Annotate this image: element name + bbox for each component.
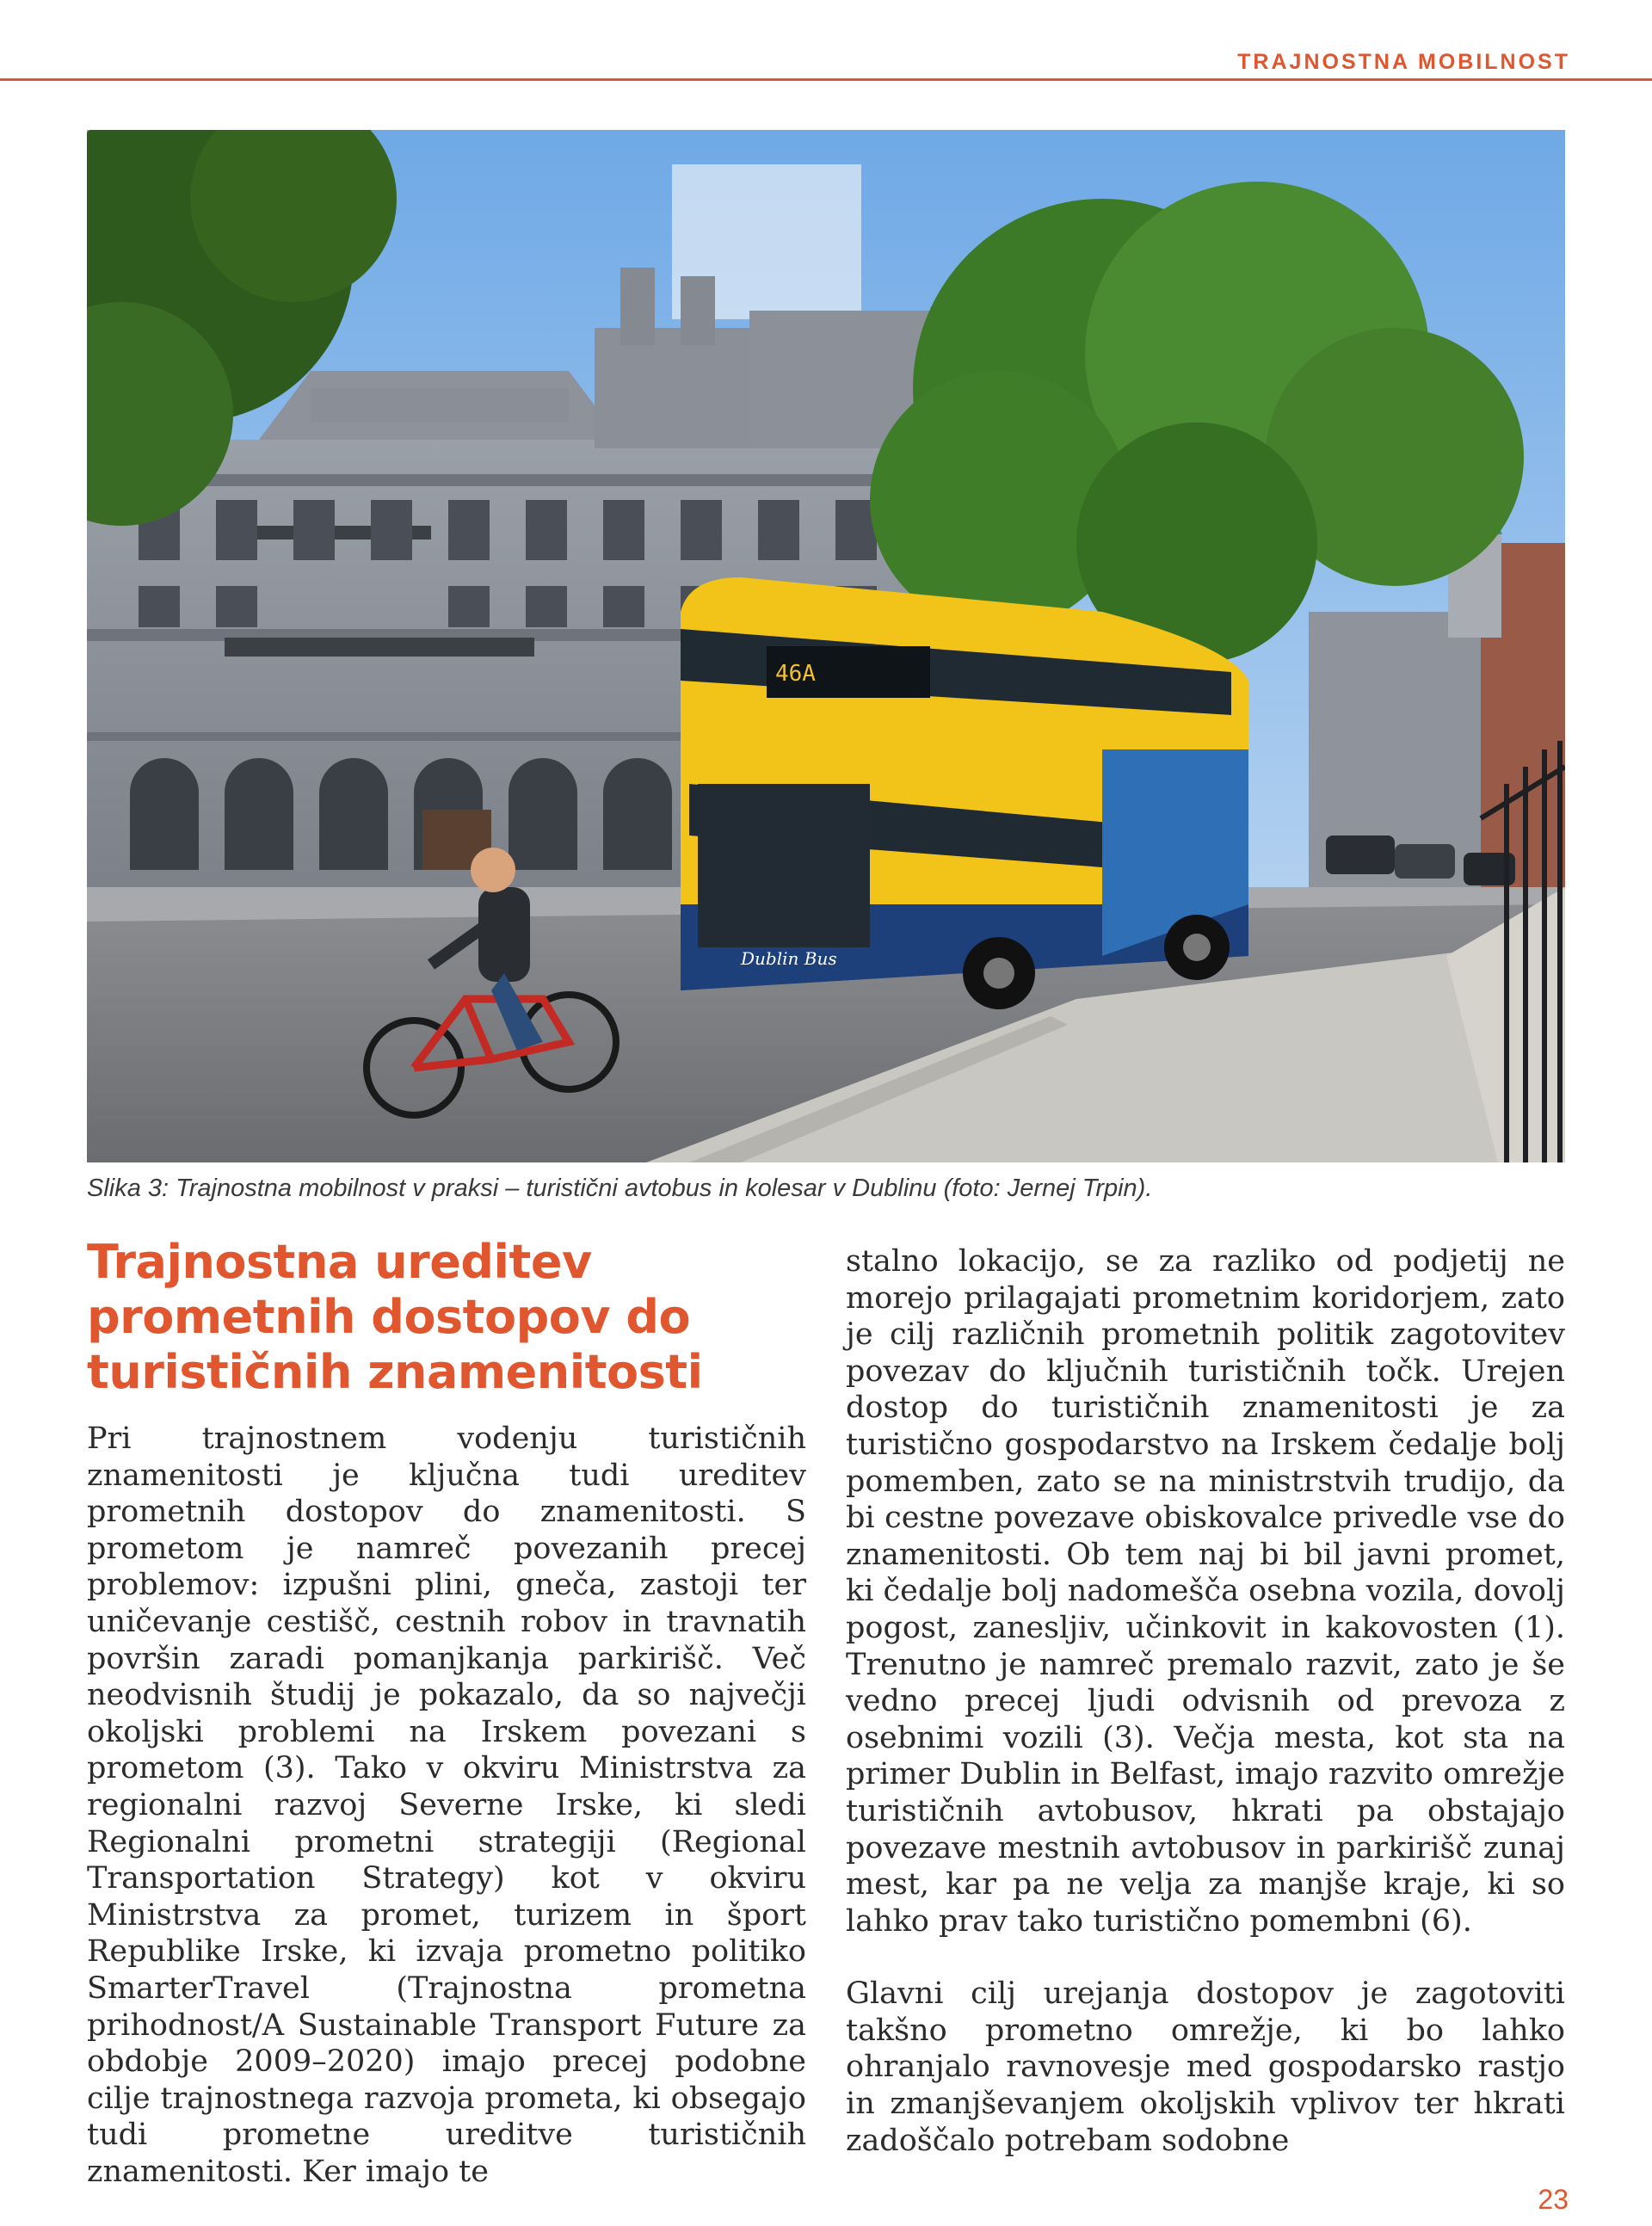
body-paragraph: stalno lokacijo, se za razliko od podjetij ne morejo prilagajati prometnim koridorjem, zato je cilj različnih prometnih politik zagotovitev povezav do ključnih turističnih točk. Urejen dostop do turističnih znamenitosti je za turistično gospodarstvo na Irskem čedalje bolj pomemben, zato se na ministrstvih trudijo, da bi cestne povezave obiskovalce privedle vse do znamenitosti. Ob tem naj bi bil javni promet, ki čedalje bolj nadomešča osebna vozila, dovolj pogost, zanesljiv, učinkovit in kakovosten (1). Trenutno je namreč premalo razvit, zato je še vedno precej ljudi odvisnih od prevoza z osebnimi vozili (3). Večja mesta, kot sta na primer Dublin in Belfast, imajo razvito omrežje turističnih avtobusov, hkrati pa obstajajo povezave mestnih avtobusov in parkirišč zunaj mest, kar pa ne velja za manjše kraje, ki so lahko prav tako turistično pomembni (6).	[846, 1244, 1565, 1939]
bus-destination-sign: 46A	[775, 661, 816, 687]
figure-caption: Slika 3: Trajnostna mobilnost v praksi – turistični avtobus in kolesar v Dublinu (foto: Jernej Trpin).	[87, 1175, 1153, 1202]
article-title: Trajnostna ureditev prometnih dostopov do turističnih znamenitosti	[87, 1235, 703, 1399]
body-paragraph: Pri trajnostnem vodenju turističnih znamenitosti je ključna tudi ureditev prometnih dostopov do znamenitosti. S prometom je namreč povezanih precej problemov: izpušni plini, gneča, zastoji ter uničevanje cestišč, cestnih robov in travnatih površin zaradi pomanjkanja parkirišč. Več neodvisnih študij je pokazalo, da so največji okoljski problemi na Irskem povezani s prometom (3). Tako v okviru Ministrstva za regionalni razvoj Severne Irske, ki sledi Regionalni prometni strategiji (Regional Transportation Strategy) kot v okviru Ministrstva za promet, turizem in šport Republike Irske, ki izvaja prometno politiko SmarterTravel (Trajnostna prometna prihodnost/A Sustainable Transport Future za obdobje 2009–2020) imajo precej podobne cilje trajnostnega razvoja prometa, ki obsegajo tudi prometne ureditve turističnih znamenitosti. Ker imajo te	[87, 1421, 806, 2189]
page-number: 23	[1538, 2184, 1569, 2215]
body-paragraph: Glavni cilj urejanja dostopov je zagotoviti takšno prometno omrežje, ki bo lahko ohranjalo ravnovesje med gospodarsko rastjo in zmanjševanjem okoljskih vplivov ter hkrati zadoščalo potrebam sodobne	[846, 1976, 1565, 2158]
bus-livery: Dublin Bus	[741, 948, 837, 969]
article-column-right	[846, 1243, 1565, 2159]
double-decker-bus	[681, 577, 1248, 1009]
article-column-left	[87, 1235, 806, 2190]
header-rule	[0, 78, 1652, 81]
running-header: TRAJNOSTNA MOBILNOST	[1237, 50, 1570, 74]
figure-photo	[87, 130, 1565, 1162]
